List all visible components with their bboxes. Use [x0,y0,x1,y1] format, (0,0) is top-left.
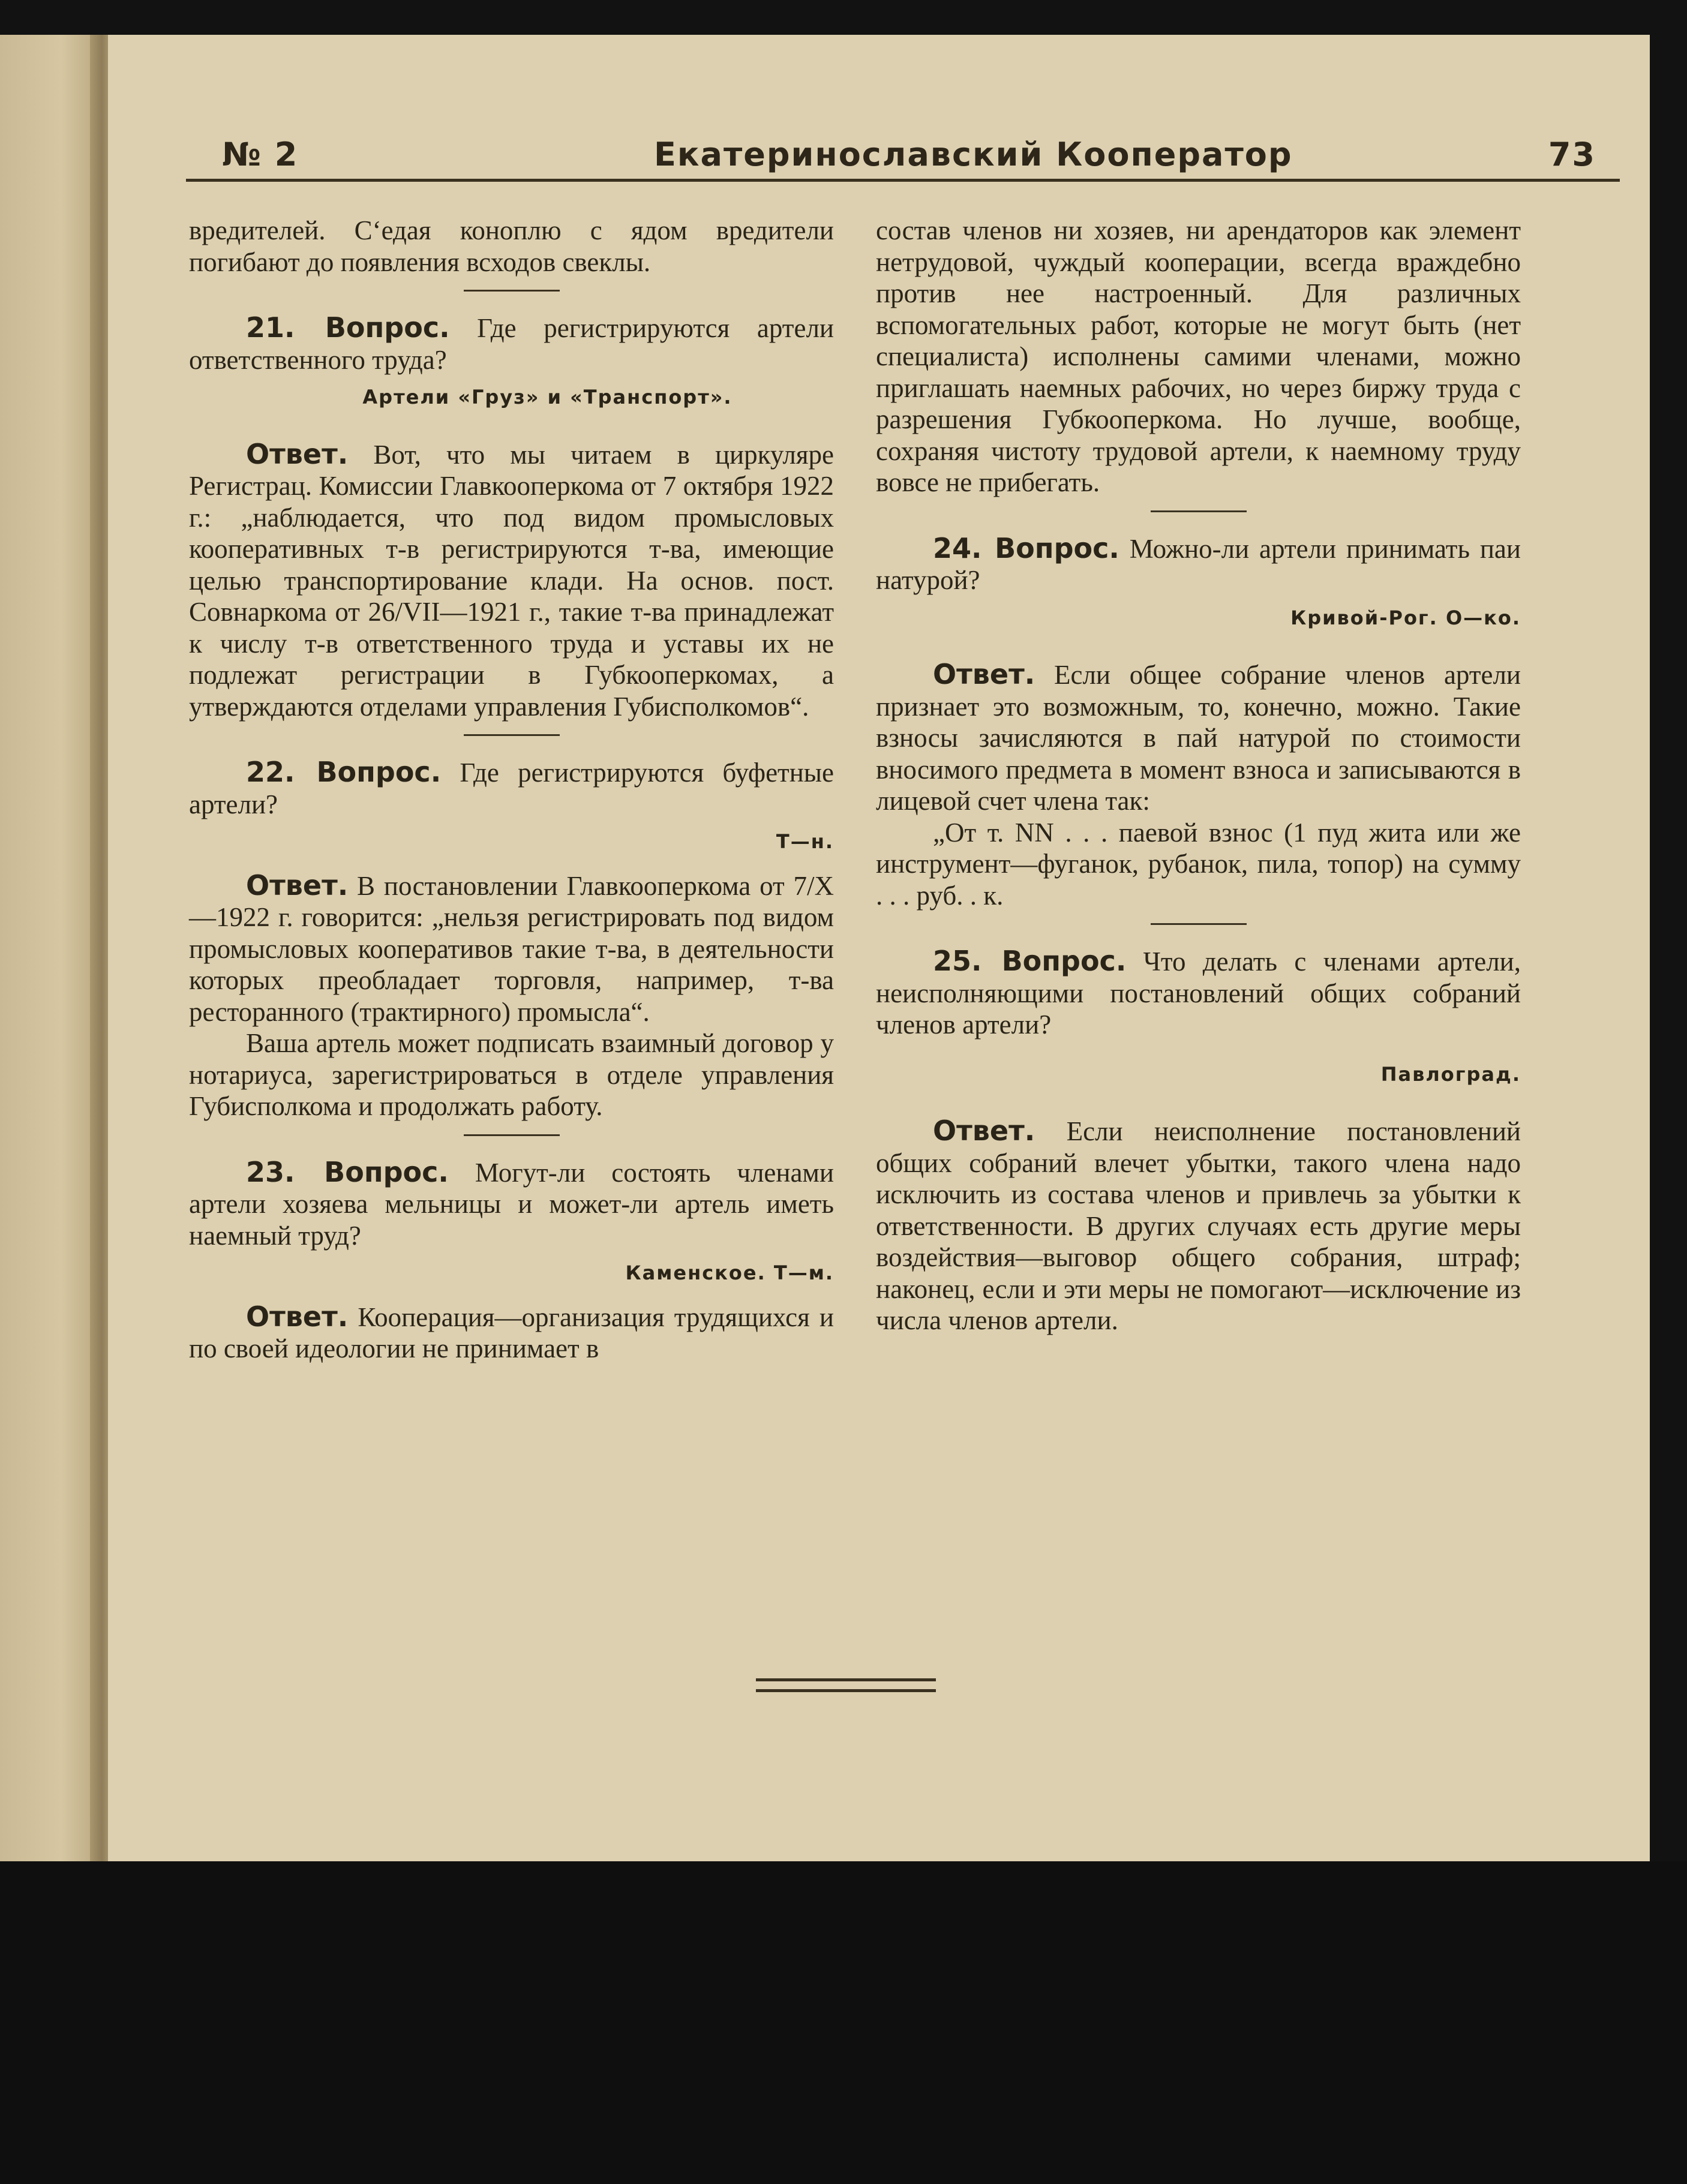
answer-label: Ответ. [933,1114,1035,1147]
answer-label: Ответ. [246,437,349,470]
scan-background [0,1861,1687,2184]
answer-label: Ответ. [933,658,1035,690]
question-24 [876,533,1521,596]
question-text: Можно-ли артели принимать паи натурой? [876,533,1521,595]
closing-rule [756,1678,936,1681]
answer-label: Ответ. [246,1300,349,1333]
journal-title: Екатеринославский Кооператор [654,136,1293,173]
answer-23 [189,1301,834,1365]
answer-text: Если общее собрание членов артели признает это возможным, то, конечно, можно. Такие взносы зачисляются в пай натурой по стоимости вносимого предмета в момент взноса и записываются в лицевой счет члена так: [876,660,1521,816]
answer-22 [189,870,834,1028]
separator-rule [464,290,560,292]
intro-paragraph: вредителей. С‘едая коноплю с ядом вредители погибают до появления всходов свеклы. [189,215,834,277]
question-signature: Кривой-Рог. О—ко. [1290,606,1521,629]
question-number: 23. Вопрос. [246,1155,449,1188]
question-23 [189,1156,834,1252]
closing-rule [756,1689,936,1692]
question-signature: Т—н. [776,830,834,853]
answer-21 [189,438,834,723]
question-number: 25. Вопрос. [933,945,1127,977]
question-22 [189,756,834,820]
answer-24-formula: „От т. NN . . . паевой взнос (1 пуд жита или же инструмент—фуганок, рубанок, пила, топор) на сумму . . . руб. . к. [876,817,1521,911]
page [108,35,1650,1861]
separator-rule [464,734,560,736]
issue-number: № 2 [222,136,299,173]
question-signature: Каменское. Т—м. [625,1261,834,1284]
answer-text: В постановлении Главкооперкома от 7/X—1922 г. говорится: „нельзя регистрировать под видом промысловых кооперативов такие т-ва, в деятельности которых преобладает торговля, например, т-ва ресторанного (трактирного) промысла“. [189,870,835,1027]
question-text: Где регистрируются артели ответственного труда? [189,313,834,375]
question-signature: Артели «Груз» и «Транспорт». [362,386,733,408]
answer-text: Если неисполнение постановлений общих собраний влечет убытки, такого члена надо исключить из состава членов и привлечь за убытки к ответственности. В других случаях есть другие меры воздействия—выговор общего собрания, штраф; наконец, если и эти меры не помогают—исключение из числа членов артели. [876,1116,1521,1335]
answer-23-continued: состав членов ни хозяев, ни арендаторов как элемент нетрудовой, чуждый кооперации, всегда враждебно против нее настроенный. Для различных вспомогательных работ, которые не могут быть (нет специалиста) исполнены самими членами, можно приглашать наемных рабочих, но через биржу труда с разрешения Губкооперкома. Но лучше, вообще, сохраняя чистоту трудовой артели, к наемному труду вовсе не прибегать. [876,215,1521,497]
question-signature: Павлоград. [1380,1062,1521,1086]
question-21 [189,312,834,375]
question-text: Что делать с членами артели, неисполняющими постановлений общих собраний членов артели? [876,947,1521,1040]
question-text: Где регистрируются буфетные артели? [189,758,835,819]
right-column [876,215,1521,1336]
question-number: 22. Вопрос. [246,756,442,788]
header-rule [186,179,1620,182]
left-page-edge [0,35,102,1861]
separator-rule [1151,923,1247,925]
question-number: 21. Вопрос. [246,311,450,344]
answer-25 [876,1115,1521,1336]
running-head [186,136,1620,196]
question-25 [876,945,1521,1041]
separator-rule [1151,510,1247,512]
left-column [189,215,834,1365]
separator-rule [464,1134,560,1136]
answer-24 [876,659,1521,817]
answer-22-continued: Ваша артель может подписать взаимный договор у нотариуса, зарегистрироваться в отделе управления Губисполкома и продолжать работу. [189,1028,834,1121]
question-number: 24. Вопрос. [933,531,1119,564]
answer-text: Вот, что мы читаем в циркуляре Регистрац. Комиссии Главкооперкома от 7 октября 1922 г.: „наблюдается, что под видом промысловых кооперативных т-в регистрируются т-ва, имеющие целью транспортирование клади. На основ. пост. Совнаркома от 26/VII—1921 г., такие т-ва принадлежат к числу т-в ответственного труда и уставы их не подлежат регистрации в Губкооперкомах, а утверждаются отделами управления Губисполкомов“. [189,439,835,722]
answer-label: Ответ. [246,869,349,902]
answer-text: Кооперация—организация трудящихся и по своей идеологии не принимает в [189,1302,834,1363]
page-number: 73 [1548,136,1596,173]
question-text: Могут-ли состоять членами артели хозяева мельницы и может-ли артель иметь наемный труд? [189,1157,834,1251]
